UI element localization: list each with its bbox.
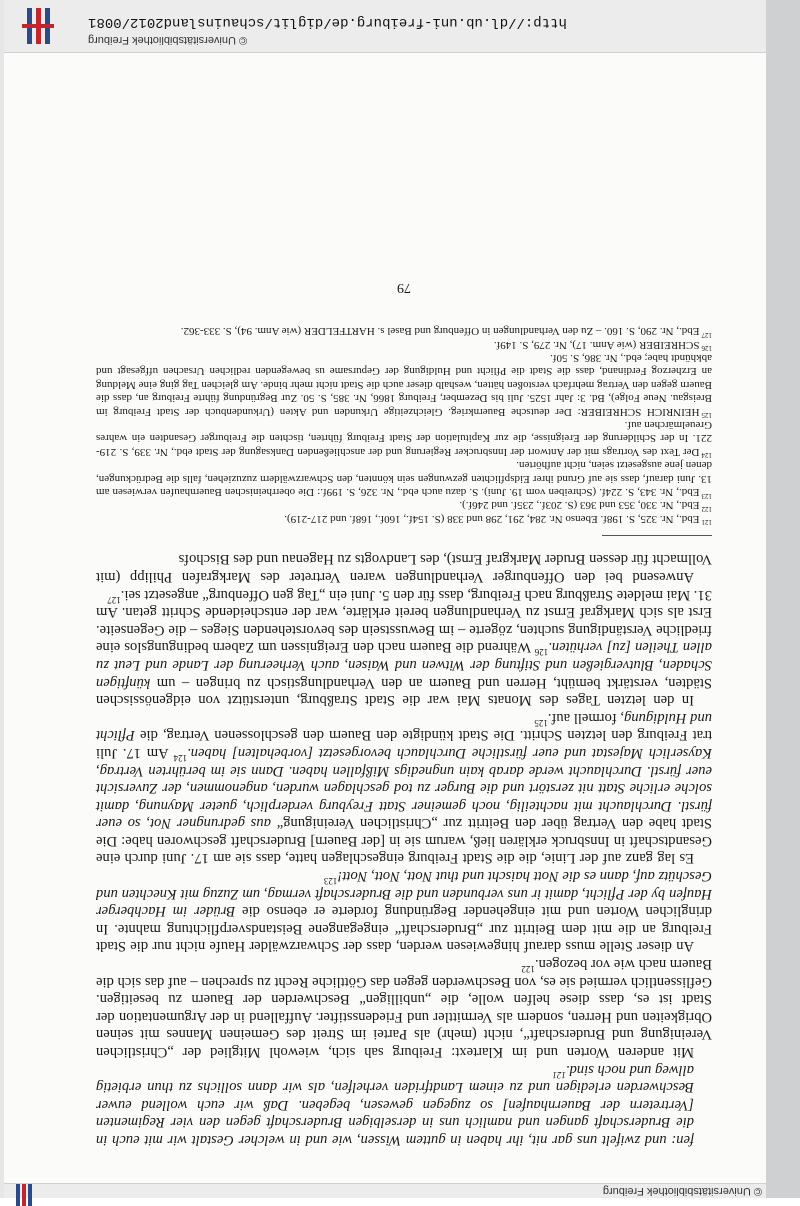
footnote-ref[interactable]: 121 [552,1069,566,1080]
footnote-ref[interactable]: 126 [534,647,549,658]
footnote-ref[interactable]: 127 [107,594,121,605]
footnote-ref[interactable]: 123 [323,875,338,886]
footnote-divider [602,535,712,536]
paragraph: Mit anderen Worten und im Klartext: Freiburg sah sich, wiewohl Mitglied der „Christlichen Vereinigung und Bruderschaft“, nicht (mehr) als Partei im Streit des Gemeinen Mannes mit seinen Obrigkeiten und Herren, sondern als Vermittler und Friedensstifter. Auffallend in der Argumentation der Stadt ist es, dass diese helfen wolle, die „unbilligen“ Beschwerden der Bauern zu beseitigen. Geflissentlich vermied sie es, von Beschwerden gegen das Göttliche Recht zu sprechen – auf das sich die Bauern nach wie vor bezogen.$^{122}$ [96,956,712,1061]
footnote: $^{122}$Ebd., Nr. 330, 353 und 363 (S. 203f., 235f. und 246f.). [459,499,712,514]
footnote: $^{125}$HEINRICH SCHREIBER: Der deutsche Bauernkrieg. Gleichzeitige Urkunden und Akten (Urkundenbuch der Stadt Freiburg im Breisgau. Neue Folge), Bd. 3: Jahr 1525. Juli bis Dezember, Freiburg 1866, Nr. 385, S. 50. Zur Begründung führte Freiburg an, dass die Bauern gegen den Vertrag mehrfach verstoßen hätten, weshalb dieser auch die Stadt nicht mehr binde. Am gleichen Tag ging eine Meldung an Erzherzog Ferdinand, dass die Stadt die Pflicht und Huldigung der Gepursame us bewegenden redlichen Ursachen uffgesagt und abkhündt habe; ebd., Nr. 386, S. 50f. [96,351,712,420]
scanner-edge [766,0,800,1198]
footnote: $^{127}$Ebd., Nr. 290, S. 160. – Zu den Verhandlungen in Offenburg und Basel s. HARTFELDER (wie Anm. 94), S. 333-362. [180,325,712,339]
footnote-ref[interactable]: 125 [534,717,548,728]
footnote: $^{126}$SCHREIBER (wie Anm. 17), Nr. 279, S. 149f. [493,338,712,353]
university-logo-icon [18,4,58,48]
page-footer-strip [4,0,766,53]
quote-paragraph: fen: und zwifelt uns gar nit, ihr haben in guttem Wissen, wie und in welcher Gestalt wir mit euch in die Bruderschaft gangen und namlich uns in derselbigen Bruderschaft gegen den vier Regimenten [Vertretern der Bauernhaufen] so zugegen gewesen, begeben. Daß wir euch wollend euwer Beschwerden erledigen und zu einem Landtfriden verhelfen, als wir dann sollichs zu thun erbietig allweg und noch sind.$^{121}$ [96,1061,694,1148]
footnote: $^{123}$Ebd., Nr. 343, S. 224f. (Schreiben vom 19. Juni). S. dazu auch ebd., Nr. 326, S. 199f.: Die oberrheinischen Bauernhaufen verwiesen am 13. Juni darauf, dass sie auf Grund ihrer Eidspflichten gezwungen sein könnten, den Schwarzwäldern zuzuziehen, falls die Bedrückungen, denen jene ausgesetzt seien, nicht aufhörten. [96,459,712,500]
copyright-notice-top: © Universitätsbibliothek Freiburg [602,1185,762,1197]
page-number: 79 [397,279,411,295]
body-text [96,276,712,1148]
paragraph: Es lag ganz auf der Linie, die die Stadt Freiburg eingeschlagen hatte, dass sie am 17. Juni durch eine Gesandtschaft in Innsbruck erklären ließ, warum sie in [der Bauern] Bruderschaft geschworen habe: Die Stadt habe den Vertrag über den Beitritt zur „Christlichen Vereinigung“ aus gedrungner Not, so euer fürstl. Durchlaucht mit nachteilig, noch gemeiner Statt Freyburg verderplich, gueter Maynung, damit solche erliche Statt nit zerstört und die Burger zu tod geschlagen wurden, angenommen, der Zuversicht euer fürstl. Durchlaucht werde darab kain ungnedigs Mißfallen haben. Dann sie im berührten Vertrag, Kayserlich Majestat und euer fürstliche Durchlauch bevorgesetzt [vorbehalten] haben.$^{124}$ Am 17. Juli trat Freiburg den letzten Schritt. Die Stadt kündigte den Bauern den geschlossenen Vertrag, die Pflicht und Huldigung, formell auf.$^{125}$ [95,709,712,867]
paragraph: Anwesend bei den Offenburger Verhandlungen waren Vertreter des Markgrafen Philipp (mit Vollmacht für dessen Bruder Markgraf Ernst), des Landvogts zu Hagenau und des Bischofs [96,551,712,585]
paragraph: In den letzten Tages des Monats Mai war die Stadt Straßburg, unterstützt von eidgenössischen Städten, verstärkt bemüht, Herren und Bauern an den Verhandlungstisch zu bringen – um künftigen Schaden, Blutvergießen und Stiftung der Witwen und Waisen, auch Verheerung der Lande und Leut zu allen Theilen [zu] verhüten.$^{126}$ Während die Bauern nach den Ereignissen um Zabern bedingungslos eine friedliche Verständigung suchten, zögerte – im Bewusstsein des bevorstehenden Sieges – die Gegenseite. Erst als sich Markgraf Ernst zu Verhandlungen bereit erklärte, war der entscheidende Schritt getan. Am 31. Mai meldete Straßburg nach Freiburg, dass für den 5. Juni ein „Tag gen Offenburg“ angesetzt sei.$^{127}$ [95,586,712,709]
footnote: $^{124}$Der Text des Vortrags mit der Antwort der Innsbrucker Regierung und der anschließenden Danksagung der Stadt ebd., Nr. 339, S. 219-221. In der Schilderung der Ereignisse, die zur Kapitulation der Stadt Freiburg führten, tischten die Freiburger Gesandten ein wahres Greuelmärchen auf. [96,418,712,460]
page-header-strip [4,1183,766,1198]
footnote-ref[interactable]: 124 [173,752,188,763]
footnote-ref[interactable]: 122 [521,963,535,974]
scanner-edge-right [0,0,4,1198]
footnote: $^{121}$Ebd., Nr. 325, S. 198f. Ebenso Nr. 284, 291, 298 und 338 (S. 154f., 160f., 168f. und 217-219). [284,512,712,527]
source-url[interactable]: http://dl.ub.uni-freiburg.de/diglit/schauinsland2012/0081 [88,14,567,30]
copyright-notice: © Universitätsbibliothek Freiburg [88,34,248,46]
university-logo-icon [10,1184,38,1206]
paragraph: An dieser Stelle muss darauf hingewiesen werden, dass der Schwarzwälder Haufe nicht nur die Stadt Freiburg an die mit dem Beitritt zur „Bruderschaft“ eingegangene Beistandsverpflichtung mahnte. In dringlichen Worten und mit eingehender Begründung forderte er ebenso die Brüder im Hachberger Haufen by der Pflicht, damit ir uns verbunden und die Bruderschaft vermag, um Zuzug mit Knechten und Geschütz auf, dann es die Nott haischt und thut Nott, Nott, Nott!$^{123}$ [96,868,712,955]
